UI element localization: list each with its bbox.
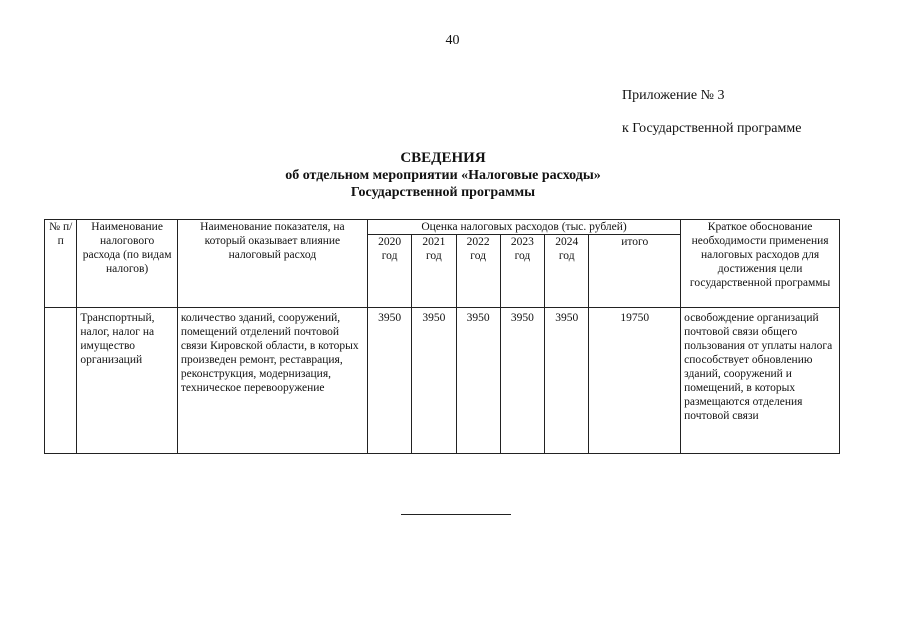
cell-num [45, 308, 77, 454]
tax-expenditure-table [44, 219, 840, 454]
appendix-subtitle: к Государственной программе [622, 121, 802, 136]
header-year-2022: 2022 год [456, 235, 500, 308]
heading-line-1: СВЕДЕНИЯ [400, 150, 486, 166]
cell-tax-name: Транспортный, налог, налог на имущество организаций [77, 308, 177, 454]
cell-value-2023: 3950 [500, 308, 544, 454]
heading-line-2: об отдельном мероприятии «Налоговые расходы» [285, 168, 601, 183]
header-year-2024: 2024 год [545, 235, 589, 308]
table-row [45, 308, 840, 454]
header-year-2020: 2020 год [367, 235, 411, 308]
cell-value-2020: 3950 [367, 308, 411, 454]
header-year-2021: 2021 год [412, 235, 456, 308]
appendix-title: Приложение № 3 [622, 88, 725, 103]
closing-rule [401, 514, 511, 515]
header-name: Наименование налогового расхода (по видам налогов) [77, 220, 177, 308]
cell-value-2024: 3950 [545, 308, 589, 454]
header-year-2023: 2023 год [500, 235, 544, 308]
cell-value-2022: 3950 [456, 308, 500, 454]
header-estimate-group: Оценка налоговых расходов (тыс. рублей) [367, 220, 680, 235]
header-num: № п/п [45, 220, 77, 308]
heading-line-3: Государственной программы [350, 185, 536, 200]
cell-total: 19750 [589, 308, 681, 454]
page-number: 40 [445, 33, 460, 48]
cell-value-2021: 3950 [412, 308, 456, 454]
header-indicator: Наименование показателя, на который оказывает влияние налоговый расход [177, 220, 367, 308]
header-total: итого [589, 235, 681, 308]
header-justification: Краткое обоснование необходимости применения налоговых расходов для достижения цели государственной программы [681, 220, 840, 308]
cell-indicator: количество зданий, сооружений, помещений отделений почтовой связи Кировской области, в которых произведен ремонт, реставрация, реконструкция, модернизация, техническое перевооружение [177, 308, 367, 454]
cell-justification: освобождение организаций почтовой связи общего пользования от уплаты налога способствует обновлению зданий, сооружений и помещений, в которых размещаются отделения почтовой связи [681, 308, 840, 454]
document-heading [0, 150, 886, 201]
